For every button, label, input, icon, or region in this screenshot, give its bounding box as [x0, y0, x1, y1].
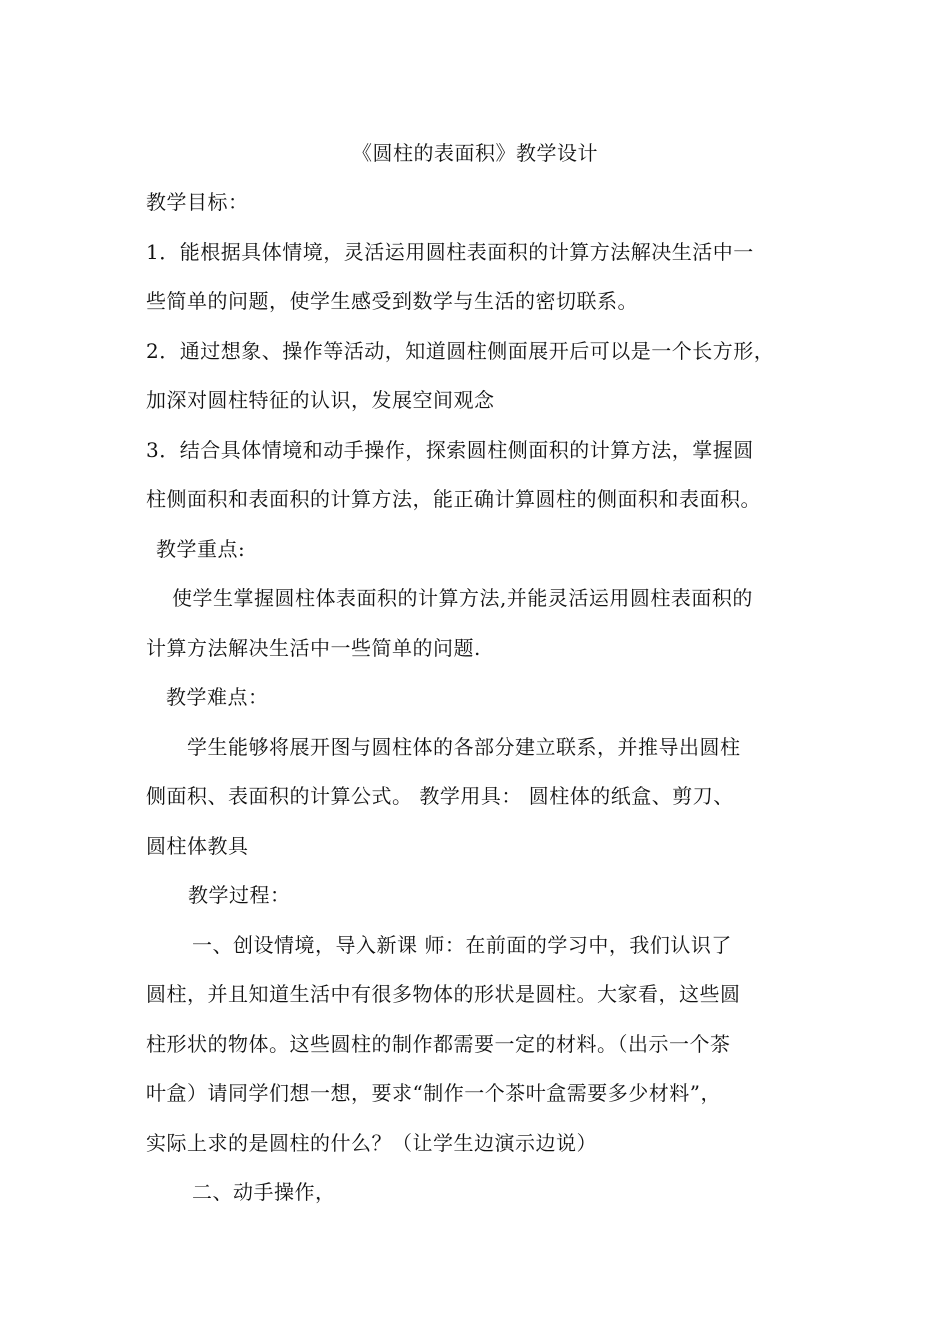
paragraph-line: 圆柱体教具	[146, 834, 249, 858]
section-heading-hands-on: 二、动手操作，	[192, 1180, 336, 1204]
paragraph-line: 柱侧面积和表面积的计算方法，能正确计算圆柱的侧面积和表面积。	[146, 487, 761, 511]
paragraph-line: 计算方法解决生活中一些简单的问题.	[146, 636, 481, 660]
document-title: 《圆柱的表面积》教学设计	[352, 141, 598, 165]
paragraph-line: 柱形状的物体。这些圆柱的制作都需要一定的材料。（出示一个茶	[146, 1032, 731, 1056]
paragraph-line: 加深对圆柱特征的认识，发展空间观念	[146, 388, 495, 412]
paragraph-line: 学生能够将展开图与圆柱体的各部分建立联系，并推导出圆柱	[187, 735, 741, 759]
paragraph-line: 1．能根据具体情境，灵活运用圆柱表面积的计算方法解决生活中一	[146, 240, 754, 264]
paragraph-line: 些简单的问题，使学生感受到数学与生活的密切联系。	[146, 289, 638, 313]
paragraph-line: 实际上求的是圆柱的什么？（让学生边演示边说）	[146, 1131, 597, 1155]
paragraph-line: 一、创设情境，导入新课 师：在前面的学习中，我们认识了	[192, 933, 732, 957]
section-heading-difficulties: 教学难点：	[166, 685, 269, 709]
paragraph-line: 3．结合具体情境和动手操作，探索圆柱侧面积的计算方法，掌握圆	[146, 438, 754, 462]
paragraph-line: 使学生掌握圆柱体表面积的计算方法,并能灵活运用圆柱表面积的	[172, 586, 753, 610]
section-heading-process: 教学过程：	[188, 883, 291, 907]
paragraph-line: 圆柱，并且知道生活中有很多物体的形状是圆柱。大家看，这些圆	[146, 982, 741, 1006]
paragraph-line: 叶盒）请同学们想一想，要求“制作一个茶叶盒需要多少材料”，	[146, 1081, 721, 1105]
paragraph-line: 侧面积、表面积的计算公式。 教学用具： 圆柱体的纸盒、剪刀、	[146, 784, 734, 808]
section-heading-objectives: 教学目标：	[146, 190, 249, 214]
section-heading-key-points: 教学重点:	[156, 537, 246, 561]
paragraph-line: 2．通过想象、操作等活动，知道圆柱侧面展开后可以是一个长方形，	[146, 339, 775, 363]
